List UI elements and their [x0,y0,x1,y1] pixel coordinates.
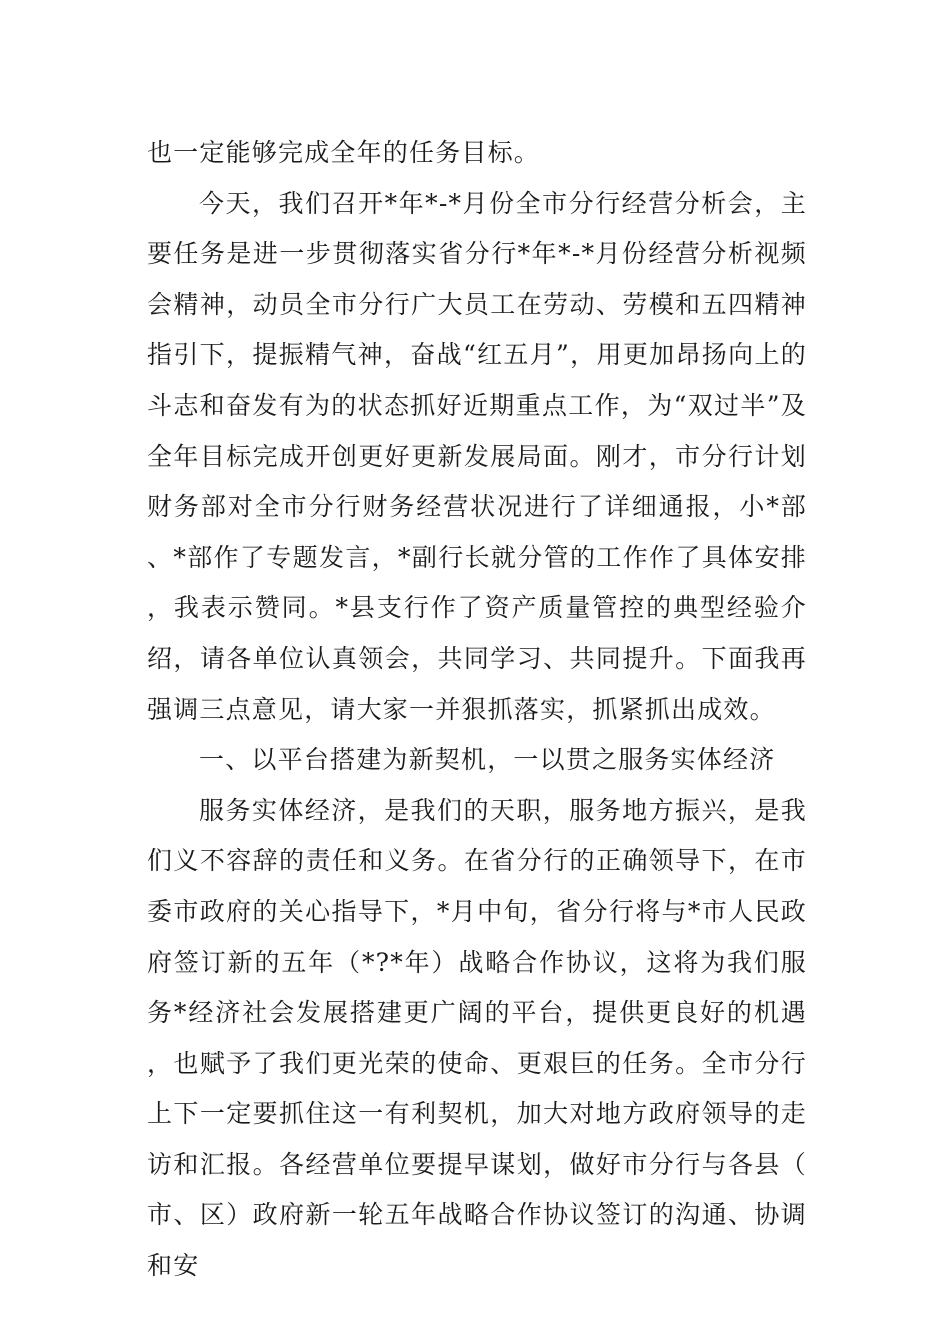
paragraph-serve-real-economy: 服务实体经济，是我们的天职，服务地方振兴，是我们义不容辞的责任和义务。在省分行的正确领导下，在市委市政府的关心指导下，*月中旬，省分行将与*市人民政府签订新的五年（*?*年）战略合作协议，这将为我们服务*经济社会发展搭建更广阔的平台，提供更良好的机遇，也赋予了我们更光荣的使命、更艰巨的任务。全市分行上下一定要抓住这一有利契机，加大对地方政府领导的走访和汇报。各经营单位要提早谋划，做好市分行与各县（市、区）政府新一轮五年战略合作协议签订的沟通、协调和安 [147,795,807,1281]
paragraph-meeting-intro: 今天，我们召开*年*-*月份全市分行经营分析会，主要任务是进一步贯彻落实省分行*年*-*月份经营分析视频会精神，动员全市分行广大员工在劳动、劳模和五四精神指引下，提振精气神，奋战“红五月”，用更加昂扬向上的斗志和奋发有为的状态抓好近期重点工作，为“双过半”及全年目标完成开创更好更新发展局面。刚才，市分行计划财务部对全市分行财务经营状况进行了详细通报，小*部、*部作了专题发言，*副行长就分管的工作作了具体安排，我表示赞同。*县支行作了资产质量管控的典型经验介绍，请各单位认真领会，共同学习、共同提升。下面我再强调三点意见，请大家一并狠抓落实，抓紧抓出成效。 [147,188,807,724]
document-body [147,128,807,1292]
section-heading-1: 一、以平台搭建为新契机，一以贯之服务实体经济 [199,745,776,775]
paragraph-continuation: 也一定能够完成全年的任务目标。 [147,138,541,167]
